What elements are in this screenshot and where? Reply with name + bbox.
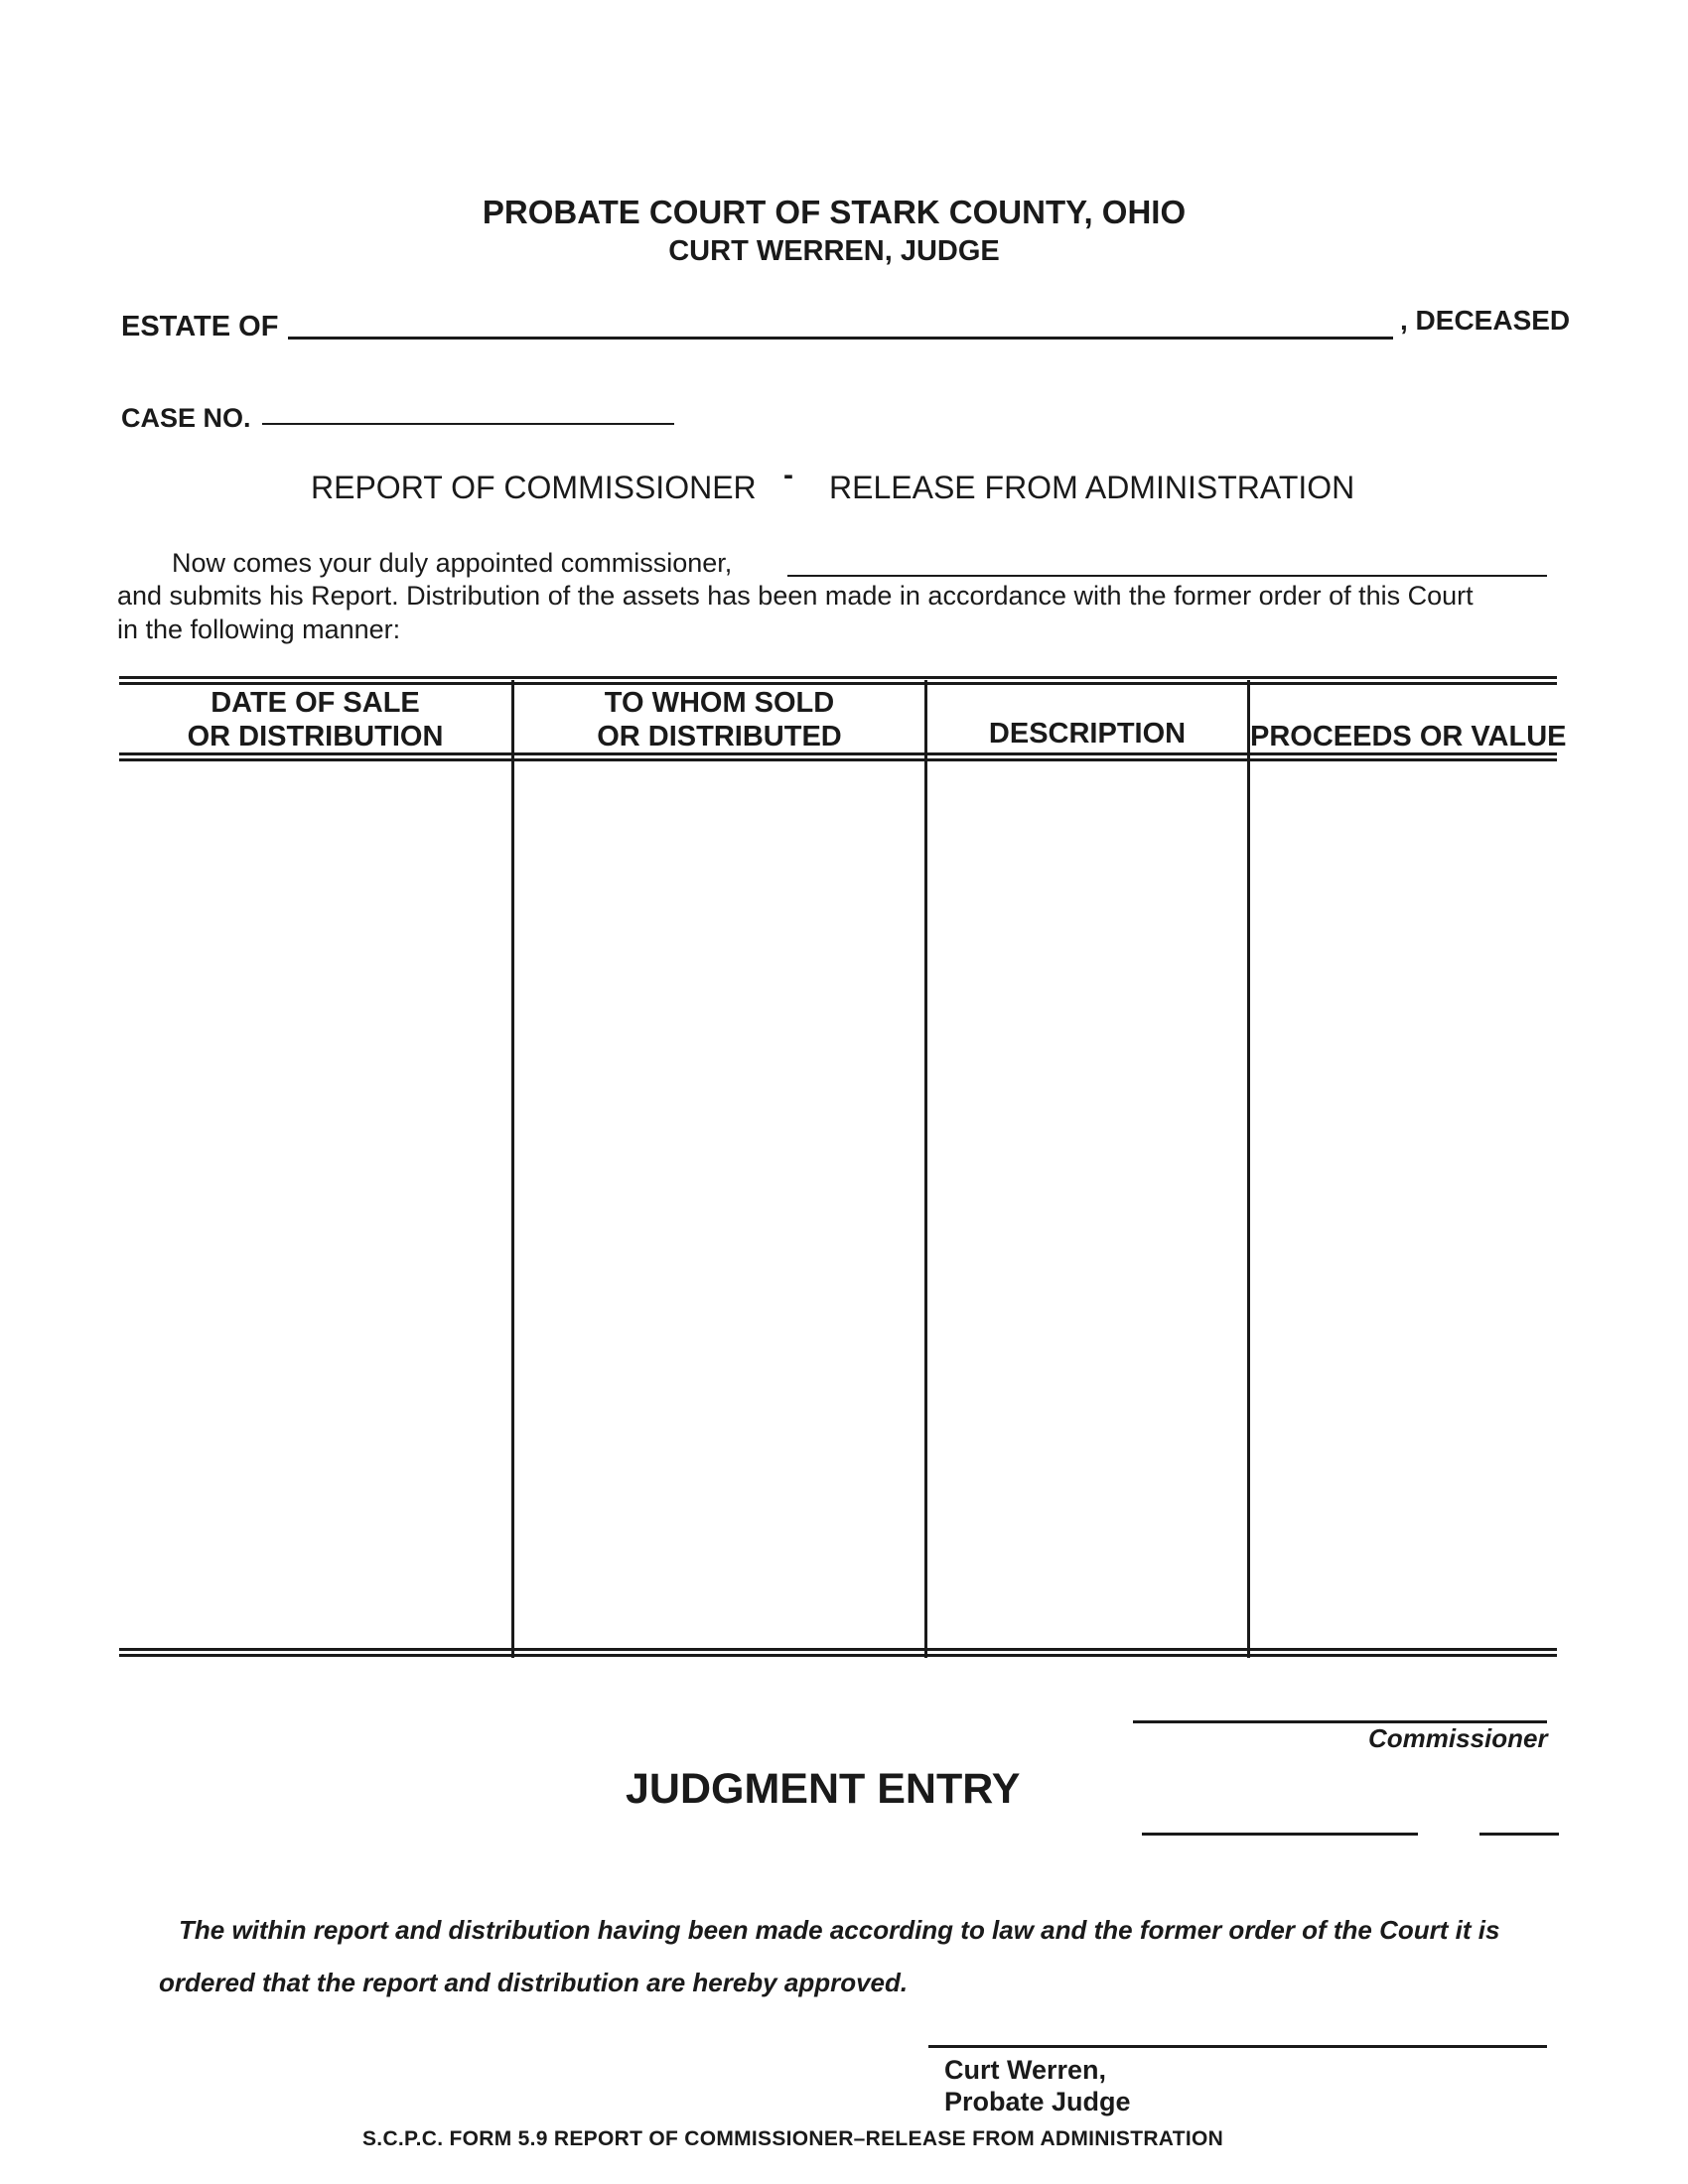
judge-signature-line[interactable] [928,2045,1547,2048]
intro-line-3: in the following manner: [117,614,401,644]
column-header-proceeds [1250,720,1567,753]
column-header-date-line1: DATE OF SALE [211,687,420,719]
report-title-left: REPORT OF COMMISSIONER [311,470,757,505]
column-header-to-whom-line1: TO WHOM SOLD [604,687,835,719]
date-line-2[interactable] [1479,1833,1559,1836]
form-footer: S.C.P.C. FORM 5.9 REPORT OF COMMISSIONER–RELEASE FROM ADMINISTRATION [362,2127,1224,2150]
intro-line-1: Now comes your duly appointed commissioner, [172,548,733,578]
intro-line-2: and submits his Report. Distribution of the assets has been made in accordance with the former order of this Court [117,581,1474,611]
table-top-rule [119,676,1557,685]
judgment-text-line-1: The within report and distribution having been made according to law and the former order of the Court it is [179,1915,1500,1945]
table-header-rule [119,752,1557,761]
judge-name: CURT WERREN, JUDGE [668,235,1000,267]
table-bottom-rule [119,1648,1557,1657]
report-title-dash: - [783,459,793,491]
court-name: PROBATE COURT OF STARK COUNTY, OHIO [482,194,1187,230]
commissioner-signature-label: Commissioner [1368,1723,1548,1753]
column-header-date [119,686,511,753]
column-header-description-text: DESCRIPTION [988,718,1187,750]
table-divider-3 [1247,680,1250,1658]
case-no-label: CASE NO. [121,403,251,433]
column-header-date-line2: OR DISTRIBUTION [187,721,444,752]
judge-signature-title: Probate Judge [944,2087,1131,2116]
column-header-to-whom-line2: OR DISTRIBUTED [597,721,842,752]
case-no-field[interactable] [266,393,672,427]
judge-signature-name: Curt Werren, [944,2055,1107,2085]
judgment-entry-title: JUDGMENT ENTRY [626,1765,1021,1813]
date-line-1[interactable] [1142,1833,1418,1836]
table-divider-2 [924,680,927,1658]
table-divider-1 [511,680,514,1658]
judgment-text-line-2: ordered that the report and distribution are hereby approved. [159,1968,909,1997]
column-header-proceeds-text: PROCEEDS OR VALUE [1250,721,1567,752]
estate-label: ESTATE OF [121,311,279,342]
deceased-label: , DECEASED [1400,305,1571,336]
commissioner-name-field[interactable] [792,544,1546,578]
estate-name-field[interactable] [293,304,1389,338]
column-header-description [927,717,1247,751]
column-header-to-whom [514,686,924,753]
report-title-right: RELEASE FROM ADMINISTRATION [829,470,1355,505]
